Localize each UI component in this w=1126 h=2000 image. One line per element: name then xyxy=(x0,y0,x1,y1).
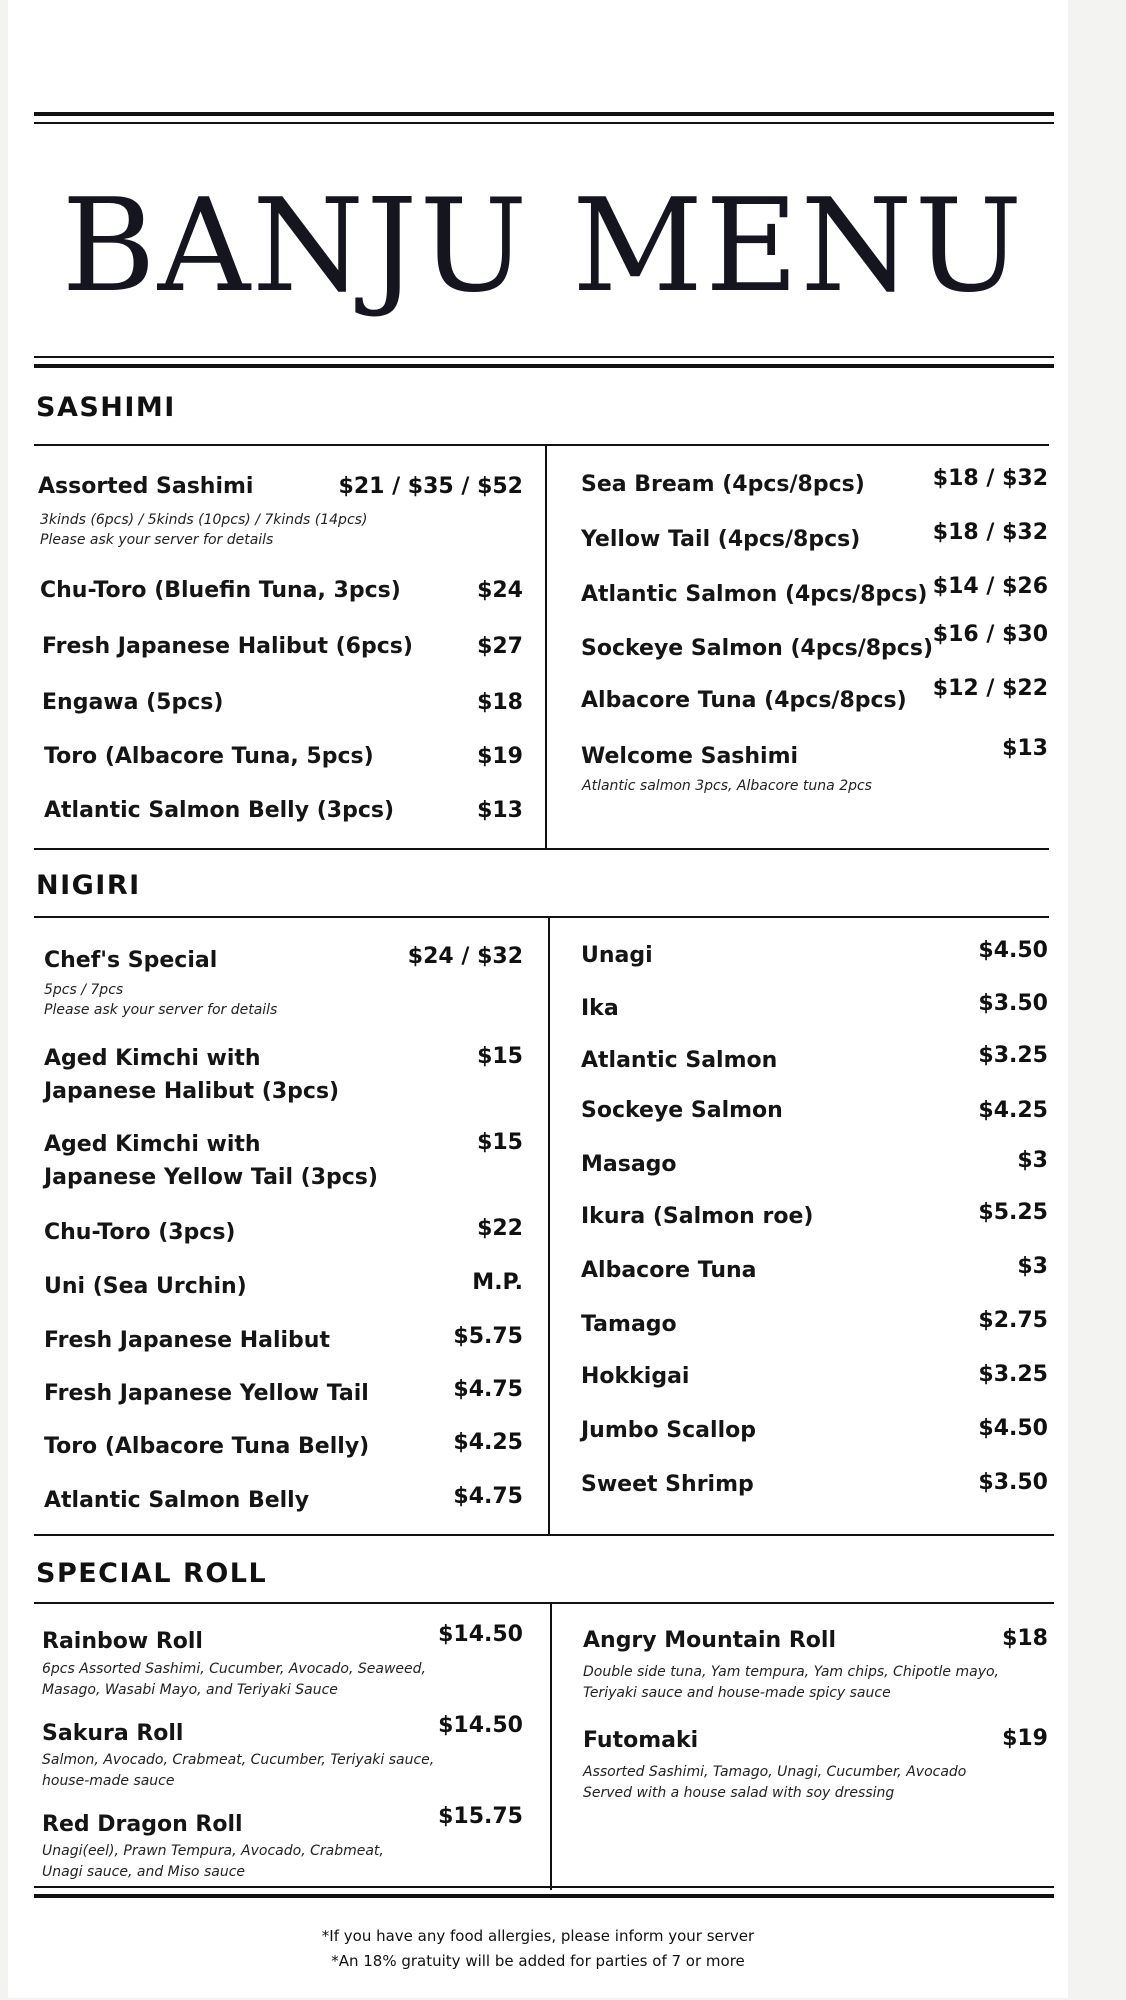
menu-item-price: $19 xyxy=(1002,1726,1048,1751)
menu-item-price: $4.25 xyxy=(453,1430,523,1455)
menu-item-name: Japanese Yellow Tail (3pcs) xyxy=(44,1165,378,1190)
menu-item-name: Ika xyxy=(581,996,619,1021)
menu-item-price: $4.50 xyxy=(978,1416,1048,1441)
menu-page xyxy=(8,0,1068,1998)
menu-item-name: Aged Kimchi with xyxy=(44,1046,261,1071)
menu-item-price: $3 xyxy=(1017,1254,1048,1279)
menu-item-name: Jumbo Scallop xyxy=(581,1418,756,1443)
special-roll-rule xyxy=(34,1602,1054,1604)
menu-item-note: Served with a house salad with soy dressing xyxy=(583,1785,895,1801)
menu-item-price: $24 xyxy=(477,578,523,603)
menu-item-name: Yellow Tail (4pcs/8pcs) xyxy=(581,527,861,552)
menu-item-price: $21 / $35 / $52 xyxy=(338,474,523,499)
title-rule-thick xyxy=(34,364,1054,368)
nigiri-bottom-rule xyxy=(34,1534,1054,1536)
menu-item-name: Sockeye Salmon xyxy=(581,1098,783,1123)
menu-item-note: Unagi(eel), Prawn Tempura, Avocado, Crabmeat, xyxy=(42,1843,384,1859)
menu-item-name: Japanese Halibut (3pcs) xyxy=(44,1079,340,1104)
menu-item-name: Chu-Toro (Bluefin Tuna, 3pcs) xyxy=(40,578,401,603)
menu-item-name: Assorted Sashimi xyxy=(38,474,254,499)
menu-item-price: $27 xyxy=(477,634,523,659)
menu-item-price: $5.25 xyxy=(978,1200,1048,1225)
nigiri-divider xyxy=(548,918,550,1536)
menu-item-name: Engawa (5pcs) xyxy=(42,690,224,715)
special-roll-heading: SPECIAL ROLL xyxy=(36,1558,268,1589)
nigiri-rule xyxy=(34,916,1049,918)
menu-item-price: $2.75 xyxy=(978,1308,1048,1333)
menu-item-name: Fresh Japanese Halibut (6pcs) xyxy=(42,634,413,659)
menu-item-note: 5pcs / 7pcs xyxy=(44,982,124,998)
menu-item-name: Fresh Japanese Yellow Tail xyxy=(44,1381,369,1406)
menu-item-price: $14.50 xyxy=(438,1622,523,1647)
menu-item-price: $18 xyxy=(1002,1626,1048,1651)
gratuity-notice: *An 18% gratuity will be added for parties of 7 or more xyxy=(331,1952,745,1970)
menu-item-name: Futomaki xyxy=(583,1728,699,1753)
menu-item-note: Please ask your server for details xyxy=(44,1002,278,1018)
menu-item-price: $18 / $32 xyxy=(932,520,1048,545)
menu-item-name: Masago xyxy=(581,1152,677,1177)
menu-item-price: $12 / $22 xyxy=(932,676,1048,701)
menu-item-name: Unagi xyxy=(581,943,653,968)
allergy-notice: *If you have any food allergies, please inform your server xyxy=(321,1927,755,1945)
menu-item-name: Welcome Sashimi xyxy=(581,744,799,769)
menu-item-note: Masago, Wasabi Mayo, and Teriyaki Sauce xyxy=(42,1682,338,1698)
menu-item-note: Please ask your server for details xyxy=(40,532,274,548)
menu-item-note: 6pcs Assorted Sashimi, Cucumber, Avocado, Seaweed, xyxy=(42,1661,426,1677)
menu-item-name: Chef's Special xyxy=(44,948,218,973)
menu-item-price: $3.25 xyxy=(978,1362,1048,1387)
menu-item-name: Atlantic Salmon Belly (3pcs) xyxy=(44,798,395,823)
menu-item-note: Teriyaki sauce and house-made spicy sauce xyxy=(583,1685,891,1701)
menu-item-note: 3kinds (6pcs) / 5kinds (10pcs) / 7kinds (14pcs) xyxy=(40,512,368,528)
menu-item-price: $15 xyxy=(477,1130,523,1155)
menu-item-name: Hokkigai xyxy=(581,1364,690,1389)
menu-item-name: Toro (Albacore Tuna Belly) xyxy=(44,1434,370,1459)
title-rule xyxy=(34,356,1054,358)
menu-item-name: Rainbow Roll xyxy=(42,1629,203,1654)
bottom-rule xyxy=(34,1886,1054,1888)
menu-item-name: Sakura Roll xyxy=(42,1721,184,1746)
menu-item-price: $22 xyxy=(477,1216,523,1241)
menu-item-note: Salmon, Avocado, Crabmeat, Cucumber, Teriyaki sauce, xyxy=(42,1752,435,1768)
menu-item-price: $3 xyxy=(1017,1148,1048,1173)
menu-item-price: $4.75 xyxy=(453,1484,523,1509)
menu-item-note: Double side tuna, Yam tempura, Yam chips, Chipotle mayo, xyxy=(583,1664,1000,1680)
sashimi-bottom-rule xyxy=(34,848,1049,850)
menu-item-price: $4.75 xyxy=(453,1377,523,1402)
menu-item-name: Atlantic Salmon (4pcs/8pcs) xyxy=(581,582,928,607)
sashimi-divider xyxy=(545,446,547,850)
menu-item-price: $4.25 xyxy=(978,1098,1048,1123)
sashimi-rule xyxy=(34,444,1049,446)
menu-item-price: $3.50 xyxy=(978,991,1048,1016)
menu-item-name: Toro (Albacore Tuna, 5pcs) xyxy=(44,744,374,769)
menu-item-price: $14 / $26 xyxy=(932,574,1048,599)
top-rule xyxy=(34,112,1054,116)
menu-item-name: Sweet Shrimp xyxy=(581,1472,754,1497)
menu-item-price: $5.75 xyxy=(453,1324,523,1349)
sashimi-heading: SASHIMI xyxy=(36,392,176,423)
menu-item-price: $14.50 xyxy=(438,1713,523,1738)
menu-item-price: $18 xyxy=(477,690,523,715)
menu-item-note: house-made sauce xyxy=(42,1773,175,1789)
menu-item-name: Angry Mountain Roll xyxy=(583,1628,836,1653)
menu-item-name: Chu-Toro (3pcs) xyxy=(44,1220,236,1245)
menu-item-note: Atlantic salmon 3pcs, Albacore tuna 2pcs xyxy=(582,778,872,794)
menu-item-name: Atlantic Salmon Belly xyxy=(44,1488,310,1513)
menu-item-note: Unagi sauce, and Miso sauce xyxy=(42,1864,246,1880)
menu-title: BANJU MENU xyxy=(61,172,1025,321)
menu-item-name: Ikura (Salmon roe) xyxy=(581,1204,814,1229)
menu-item-price: $4.50 xyxy=(978,938,1048,963)
menu-item-price: $16 / $30 xyxy=(932,622,1048,647)
menu-item-price: $19 xyxy=(477,744,523,769)
menu-item-price: M.P. xyxy=(472,1270,523,1295)
menu-item-price: $15 xyxy=(477,1044,523,1069)
menu-item-name: Albacore Tuna (4pcs/8pcs) xyxy=(581,688,907,713)
menu-item-price: $3.25 xyxy=(978,1043,1048,1068)
special-roll-divider xyxy=(550,1604,552,1890)
menu-item-price: $13 xyxy=(477,798,523,823)
menu-item-name: Uni (Sea Urchin) xyxy=(44,1274,247,1299)
menu-item-name: Albacore Tuna xyxy=(581,1258,757,1283)
menu-item-note: Assorted Sashimi, Tamago, Unagi, Cucumber, Avocado xyxy=(583,1764,967,1780)
menu-item-name: Red Dragon Roll xyxy=(42,1812,243,1837)
menu-item-price: $3.50 xyxy=(978,1470,1048,1495)
menu-item-name: Tamago xyxy=(581,1312,677,1337)
menu-item-name: Sea Bream (4pcs/8pcs) xyxy=(581,472,865,497)
menu-item-price: $24 / $32 xyxy=(407,944,523,969)
menu-item-name: Sockeye Salmon (4pcs/8pcs) xyxy=(581,636,933,661)
menu-item-price: $18 / $32 xyxy=(932,466,1048,491)
menu-item-price: $13 xyxy=(1002,736,1048,761)
menu-item-price: $15.75 xyxy=(438,1804,523,1829)
menu-item-name: Atlantic Salmon xyxy=(581,1048,778,1073)
nigiri-heading: NIGIRI xyxy=(36,870,141,901)
menu-item-name: Fresh Japanese Halibut xyxy=(44,1328,330,1353)
bottom-rule-thick xyxy=(34,1894,1054,1898)
menu-item-name: Aged Kimchi with xyxy=(44,1132,261,1157)
top-rule-thin xyxy=(34,122,1054,124)
